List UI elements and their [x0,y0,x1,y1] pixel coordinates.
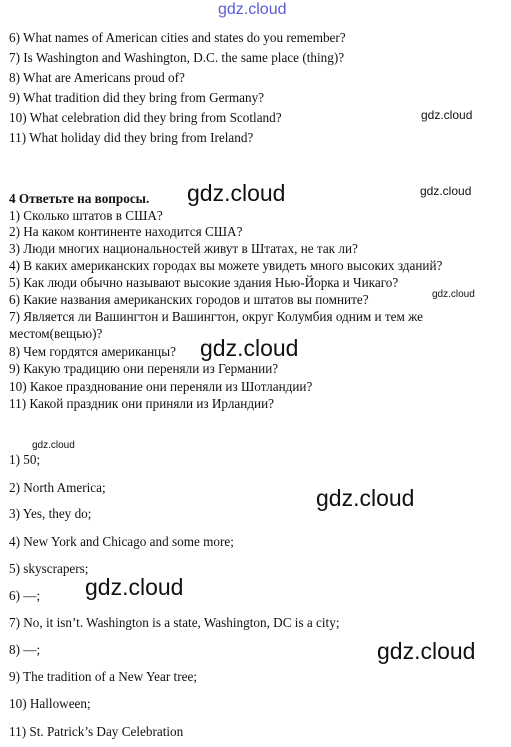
question-ru: 8) Чем гордятся американцы? [9,344,176,359]
question-ru: 4) В каких американских городах вы можете увидеть много высоких зданий? [9,258,443,273]
question-en: 6) What names of American cities and states do you remember? [9,30,346,45]
answer: 9) The tradition of a New Year tree; [9,669,197,684]
answer: 8) —; [9,642,41,657]
answer: 2) North America; [9,480,106,495]
watermark: gdz.cloud [85,574,184,600]
answer: 7) No, it isn’t. Washington is a state, Washington, DC is a city; [9,615,340,630]
question-ru: 3) Люди многих национальностей живут в Штатах, не так ли? [9,241,358,256]
watermark-top: gdz.cloud [218,1,287,18]
answer: 4) New York and Chicago and some more; [9,534,234,549]
task-heading: 4 Ответьте на вопросы. [9,191,150,206]
question-ru: 11) Какой праздник они приняли из Ирландии? [9,396,274,411]
answer: 3) Yes, they do; [9,506,92,521]
watermark: gdz.cloud [377,638,476,664]
watermark: gdz.cloud [32,440,75,451]
question-en: 9) What tradition did they bring from Germany? [9,90,265,105]
question-en: 8) What are Americans proud of? [9,70,185,85]
watermark: gdz.cloud [200,335,299,361]
question-en: 7) Is Washington and Washington, D.C. the same place (thing)? [9,50,345,65]
watermark: gdz.cloud [420,184,472,198]
answer: 11) St. Patrick’s Day Celebration [9,724,184,739]
watermark: gdz.cloud [316,485,415,511]
question-ru: 5) Как люди обычно называют высокие здания Нью-Йорка и Чикаго? [9,275,399,290]
answer: 10) Halloween; [9,696,91,711]
question-en: 10) What celebration did they bring from Scotland? [9,110,282,125]
watermark: gdz.cloud [432,289,475,300]
question-ru: 1) Сколько штатов в США? [9,208,163,223]
question-ru: 9) Какую традицию они переняли из Германии? [9,361,279,376]
answer: 5) skyscrapers; [9,561,89,576]
question-ru: 7) Является ли Вашингтон и Вашингтон, округ Колумбия одним и тем же [9,309,423,324]
answer: 6) —; [9,588,41,603]
question-ru: 6) Какие названия американских городов и штатов вы помните? [9,292,369,307]
question-ru-continued: местом(вещью)? [9,326,103,341]
question-en: 11) What holiday did they bring from Ireland? [9,130,254,145]
watermark: gdz.cloud [421,108,473,122]
watermark: gdz.cloud [187,180,286,206]
question-ru: 2) На каком континенте находится США? [9,224,243,239]
answer: 1) 50; [9,452,41,467]
question-ru: 10) Какое празднование они переняли из Шотландии? [9,379,313,394]
